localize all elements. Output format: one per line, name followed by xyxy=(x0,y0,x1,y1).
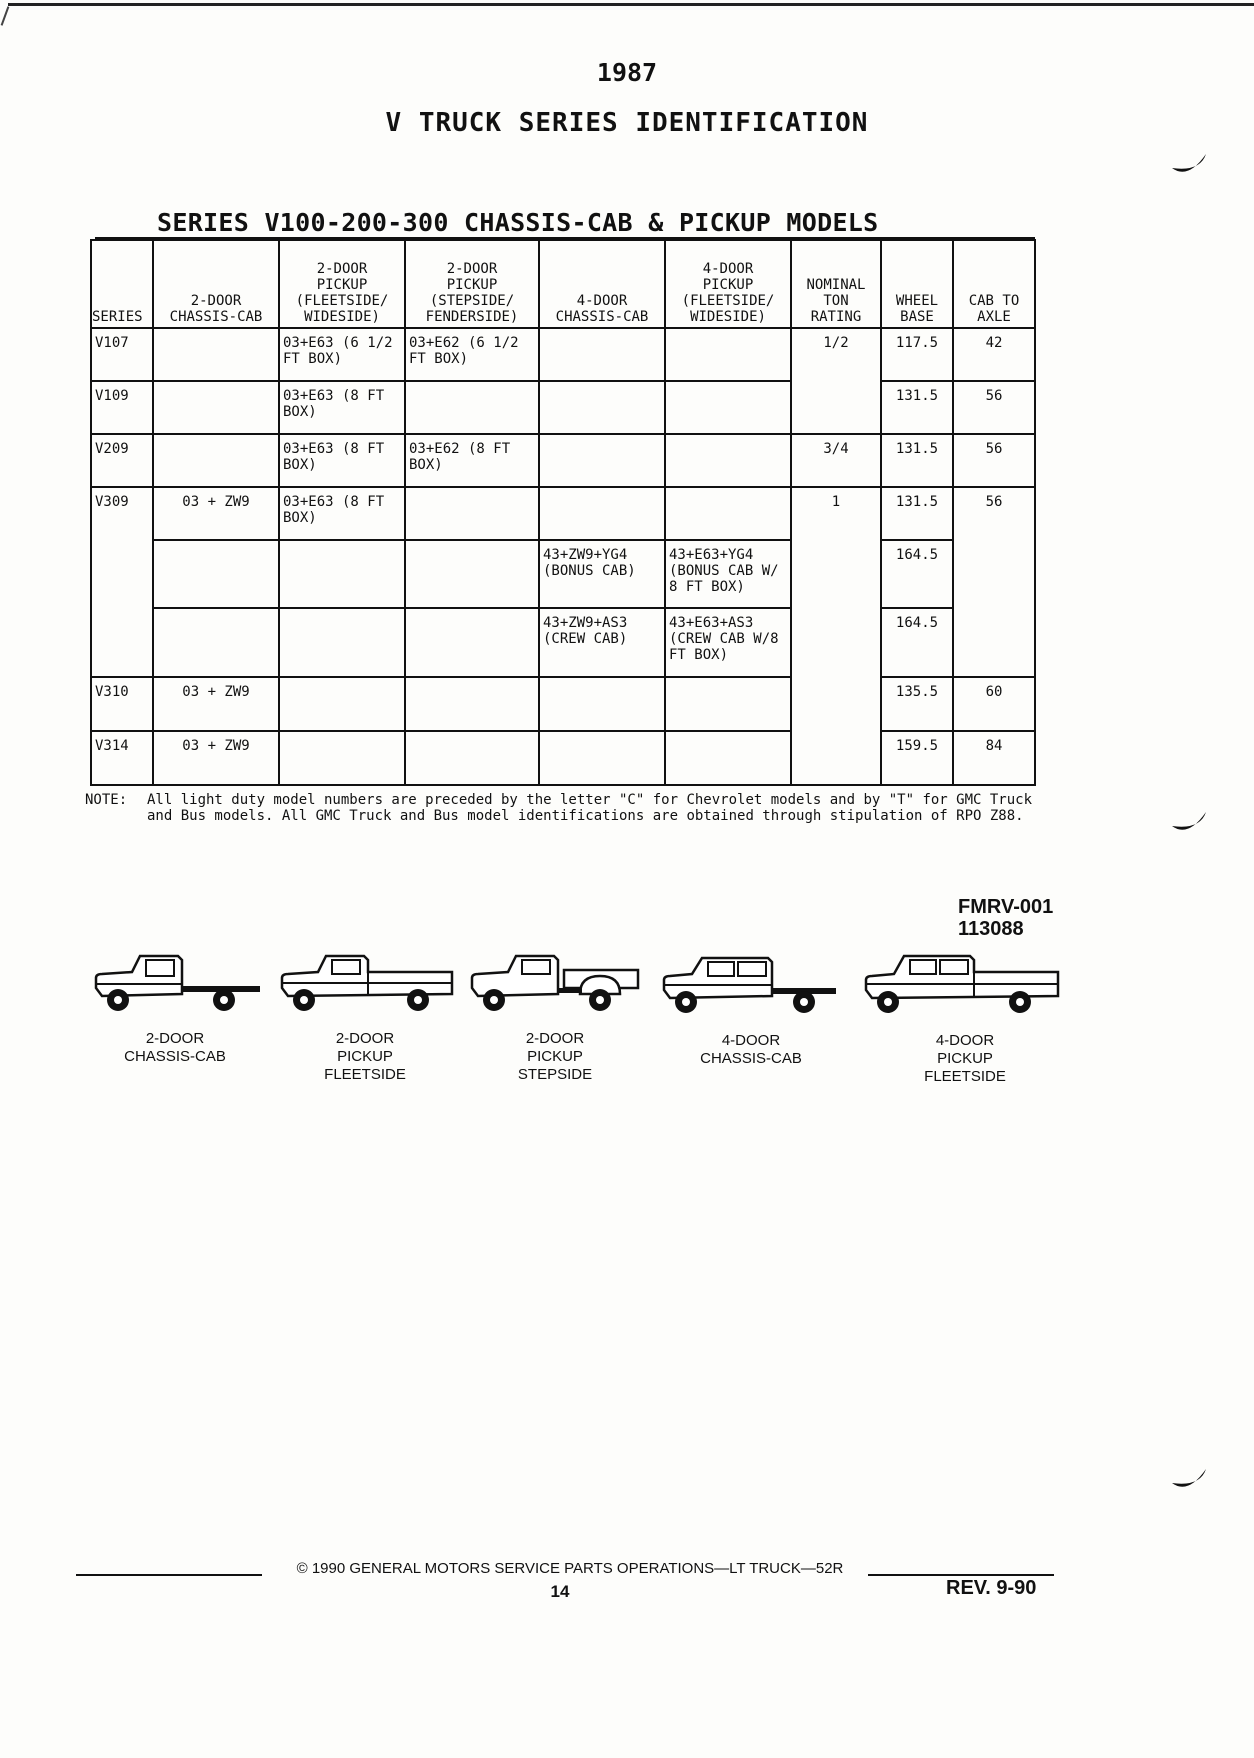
column-header-wheel-base: WHEEL BASE xyxy=(881,240,953,328)
cell-pickup-fleet-2door xyxy=(279,677,405,731)
cell-wheel-base: 164.5 xyxy=(881,608,953,677)
table-row xyxy=(91,540,1035,608)
cell-pickup-step-2door xyxy=(405,540,539,608)
footer-copyright: © 1990 GENERAL MOTORS SERVICE PARTS OPERATIONS—LT TRUCK—52R xyxy=(296,1560,844,1577)
cell-wheel-base: 131.5 xyxy=(881,381,953,434)
truck-label-2door-chassis-cab: 2-DOOR CHASSIS-CAB xyxy=(124,1030,226,1065)
binder-hole-icon xyxy=(1170,150,1210,180)
truck-label-2door-pickup-stepside: 2-DOOR PICKUP STEPSIDE xyxy=(517,1030,593,1083)
table-heading-text: SERIES V100-200-300 CHASSIS-CAB & PICKUP MODELS xyxy=(157,208,879,237)
figure-code-line2: 113088 xyxy=(958,918,1024,940)
cell-pickup-fleet-2door: 03+E63 (8 FT BOX) xyxy=(279,434,405,487)
cell-pickup-step-2door: 03+E62 (6 1/2 FT BOX) xyxy=(405,328,539,381)
cell-pickup-fleet-4door xyxy=(665,328,791,381)
cell-wheel-base: 164.5 xyxy=(881,540,953,608)
cell-pickup-fleet-4door xyxy=(665,434,791,487)
table-row xyxy=(91,608,1035,677)
cell-chassis-4door xyxy=(539,677,665,731)
cell-chassis-4door xyxy=(539,487,665,540)
cell-cab-to-axle: 56 xyxy=(953,434,1035,487)
cell-chassis-2door: 03 + ZW9 xyxy=(153,487,279,540)
table-header-row xyxy=(91,240,1035,328)
series-table xyxy=(90,239,1036,786)
cell-series: V107 xyxy=(91,328,153,381)
cell-series: V209 xyxy=(91,434,153,487)
corner-mark xyxy=(1,6,10,25)
cell-wheel-base: 117.5 xyxy=(881,328,953,381)
pickup-stepside-2door-icon xyxy=(468,950,644,1022)
chassis-cab-4door-icon xyxy=(660,950,840,1022)
cell-pickup-step-2door xyxy=(405,677,539,731)
cell-series: V109 xyxy=(91,381,153,434)
cell-chassis-2door xyxy=(153,540,279,608)
column-header-4door-chassis-cab: 4-DOOR CHASSIS-CAB xyxy=(539,240,665,328)
note-label: NOTE: xyxy=(85,792,128,808)
document-year: 1987 xyxy=(596,58,658,87)
cell-chassis-4door xyxy=(539,328,665,381)
cell-pickup-fleet-4door xyxy=(665,731,791,785)
table-row xyxy=(91,677,1035,731)
cell-pickup-step-2door xyxy=(405,731,539,785)
cell-pickup-step-2door xyxy=(405,608,539,677)
cell-pickup-fleet-4door xyxy=(665,487,791,540)
cell-series: V310 xyxy=(91,677,153,731)
cell-cab-to-axle: 84 xyxy=(953,731,1035,785)
cell-pickup-fleet-4door xyxy=(665,381,791,434)
cell-cab-to-axle: 56 xyxy=(953,381,1035,434)
column-header-nominal-ton-rating: NOMINAL TON RATING xyxy=(791,240,881,328)
table-row xyxy=(91,487,1035,540)
cell-cab-to-axle: 42 xyxy=(953,328,1035,381)
column-header-4door-pickup-fleetside: 4-DOOR PICKUP (FLEETSIDE/ WIDESIDE) xyxy=(665,240,791,328)
table-row xyxy=(91,328,1035,381)
page-number: 14 xyxy=(550,1582,570,1601)
cell-chassis-4door xyxy=(539,731,665,785)
cell-series: V309 xyxy=(91,487,153,677)
cell-series: V314 xyxy=(91,731,153,785)
cell-cab-to-axle: 56 xyxy=(953,487,1035,677)
revision-label: REV. 9-90 xyxy=(946,1577,1037,1599)
cell-pickup-fleet-4door xyxy=(665,677,791,731)
cell-wheel-base: 135.5 xyxy=(881,677,953,731)
cell-chassis-4door: 43+ZW9+AS3 (CREW CAB) xyxy=(539,608,665,677)
note-text: All light duty model numbers are preceded by the letter "C" for Chevrolet models and by "T" for GMC Truck and Bus models. All GMC Truck and Bus model identifications are obtained through stipulation of RPO Z88. xyxy=(147,792,1033,824)
truck-label-4door-chassis-cab: 4-DOOR CHASSIS-CAB xyxy=(700,1032,802,1067)
cell-chassis-2door xyxy=(153,381,279,434)
table-row xyxy=(91,381,1035,434)
truck-label-4door-pickup-fleetside: 4-DOOR PICKUP FLEETSIDE xyxy=(924,1032,1006,1085)
cell-pickup-fleet-2door xyxy=(279,540,405,608)
cell-pickup-fleet-2door xyxy=(279,608,405,677)
cell-chassis-2door: 03 + ZW9 xyxy=(153,677,279,731)
cell-wheel-base: 131.5 xyxy=(881,487,953,540)
column-header-2door-pickup-fleetside: 2-DOOR PICKUP (FLEETSIDE/ WIDESIDE) xyxy=(279,240,405,328)
cell-pickup-fleet-2door: 03+E63 (8 FT BOX) xyxy=(279,487,405,540)
cell-pickup-step-2door xyxy=(405,381,539,434)
footer-rule-left xyxy=(76,1574,262,1576)
pickup-fleetside-4door-icon xyxy=(862,950,1062,1022)
column-header-series: SERIES xyxy=(91,240,153,328)
document-title: V TRUCK SERIES IDENTIFICATION xyxy=(385,108,869,138)
cell-chassis-4door xyxy=(539,381,665,434)
cell-pickup-fleet-4door: 43+E63+YG4 (BONUS CAB W/ 8 FT BOX) xyxy=(665,540,791,608)
top-rule xyxy=(8,3,1254,6)
table-row xyxy=(91,434,1035,487)
cell-pickup-step-2door xyxy=(405,487,539,540)
cell-chassis-2door xyxy=(153,608,279,677)
cell-chassis-2door xyxy=(153,328,279,381)
pickup-fleetside-2door-icon xyxy=(278,950,456,1022)
footer-rule-right xyxy=(868,1574,1054,1576)
cell-chassis-4door: 43+ZW9+YG4 (BONUS CAB) xyxy=(539,540,665,608)
cell-chassis-2door xyxy=(153,434,279,487)
table-row xyxy=(91,731,1035,785)
column-header-2door-chassis-cab: 2-DOOR CHASSIS-CAB xyxy=(153,240,279,328)
chassis-cab-2door-icon xyxy=(92,950,264,1022)
binder-hole-icon xyxy=(1170,808,1210,838)
cell-pickup-fleet-2door xyxy=(279,731,405,785)
cell-wheel-base: 131.5 xyxy=(881,434,953,487)
cell-chassis-4door xyxy=(539,434,665,487)
cell-pickup-fleet-2door: 03+E63 (6 1/2 FT BOX) xyxy=(279,328,405,381)
figure-code-line1: FMRV-001 xyxy=(958,896,1054,918)
cell-pickup-fleet-2door: 03+E63 (8 FT BOX) xyxy=(279,381,405,434)
cell-ton-rating: 3/4 xyxy=(791,434,881,487)
figure-code xyxy=(958,896,1053,940)
truck-label-2door-pickup-fleetside: 2-DOOR PICKUP FLEETSIDE xyxy=(324,1030,406,1083)
cell-pickup-step-2door: 03+E62 (8 FT BOX) xyxy=(405,434,539,487)
column-header-2door-pickup-stepside: 2-DOOR PICKUP (STEPSIDE/ FENDERSIDE) xyxy=(405,240,539,328)
cell-wheel-base: 159.5 xyxy=(881,731,953,785)
cell-cab-to-axle: 60 xyxy=(953,677,1035,731)
cell-ton-rating: 1/2 xyxy=(791,328,881,434)
table-heading xyxy=(95,208,1035,239)
cell-ton-rating: 1 xyxy=(791,487,881,785)
binder-hole-icon xyxy=(1170,1465,1210,1495)
column-header-cab-to-axle: CAB TO AXLE xyxy=(953,240,1035,328)
cell-pickup-fleet-4door: 43+E63+AS3 (CREW CAB W/8 FT BOX) xyxy=(665,608,791,677)
cell-chassis-2door: 03 + ZW9 xyxy=(153,731,279,785)
